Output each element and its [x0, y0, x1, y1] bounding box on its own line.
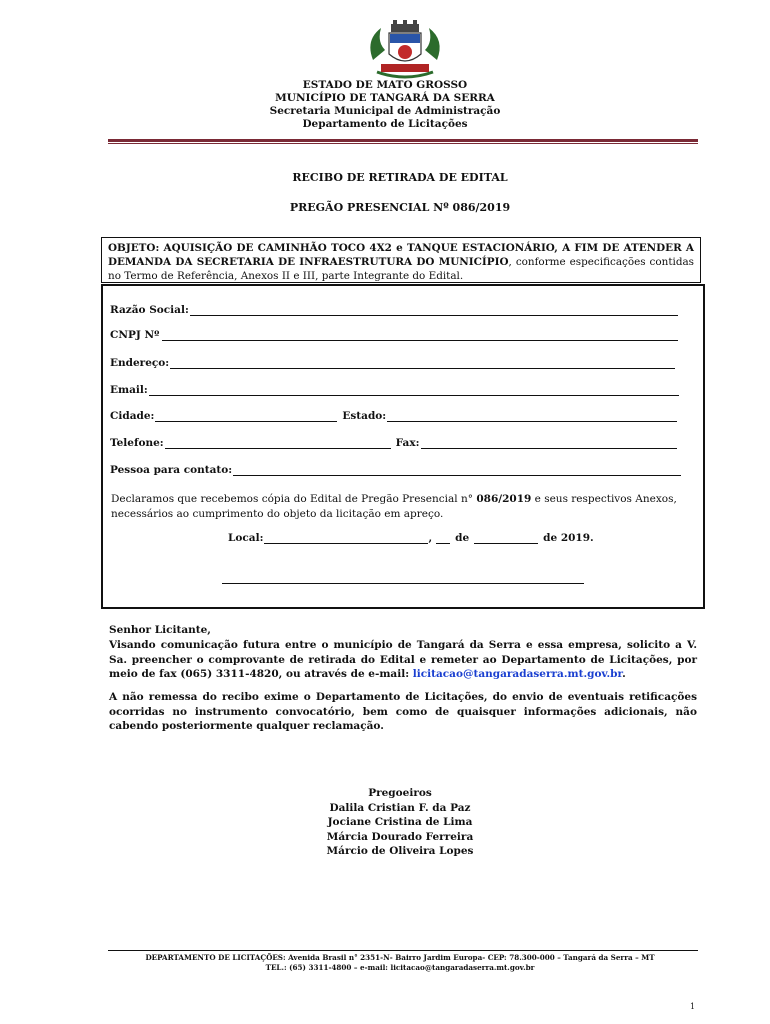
cidade-label: Cidade:	[110, 410, 155, 422]
page-number: 1	[690, 1002, 696, 1011]
razao-social-line[interactable]	[190, 305, 678, 316]
local-date-field[interactable]	[228, 532, 594, 544]
cnpj-label: CNPJ Nº	[110, 329, 160, 341]
endereco-field[interactable]	[110, 357, 675, 369]
email-line[interactable]	[149, 385, 679, 396]
email-label: Email:	[110, 384, 148, 396]
notice-paragraph-1-text: Visando comunicação futura entre o município de Tangará da Serra e essa empresa, solicito a V. Sa. preencher o comprovante de retirada do Edital e remeter ao Departamento de Licitações, por meio de fax (065) 3311-4820, ou através de e-mail:	[109, 639, 697, 680]
endereco-label: Endereço:	[110, 357, 170, 369]
header-department: Departamento de Licitações	[302, 118, 468, 130]
estado-line[interactable]	[387, 411, 677, 422]
declaration-part-1: Declaramos que recebemos cópia do Edital de Pregão Presencial n°	[111, 493, 477, 505]
telefone-field[interactable]	[110, 437, 677, 449]
header-secretariat: Secretaria Municipal de Administração	[269, 105, 501, 117]
estado-label: Estado:	[342, 410, 387, 422]
declaration-part-2: e seus respectivos Anexos, necessários ao cumprimento do objeto da licitação em apreço.	[111, 493, 677, 520]
local-comma: ,	[428, 532, 433, 544]
cidade-line[interactable]	[155, 411, 337, 422]
signature-line[interactable]	[222, 583, 584, 584]
document-header	[0, 79, 770, 131]
objeto-box	[101, 237, 701, 283]
signers-block	[0, 786, 770, 859]
fax-label: Fax:	[395, 437, 420, 449]
fax-line[interactable]	[421, 438, 677, 449]
footer-contact: TEL.: (65) 3311-4800 – e-mail: licitacao@tangaradaserra.mt.gov.br	[265, 963, 535, 972]
contact-email-link[interactable]: licitacao@tangaradaserra.mt.gov.br	[412, 668, 623, 680]
pessoa-contato-field[interactable]	[110, 464, 681, 476]
header-rule-thin	[108, 143, 698, 144]
month-line[interactable]	[474, 533, 538, 544]
header-municipality: MUNICÍPIO DE TANGARÁ DA SERRA	[275, 92, 495, 104]
declaration-text	[111, 492, 691, 522]
notice-greeting: Senhor Licitante,	[109, 624, 211, 636]
objeto-normal: , conforme especificações contidas no Termo de Referência, Anexos II e III, parte Integrante do Edital.	[108, 256, 695, 282]
signers-heading: Pregoeiros	[368, 787, 432, 799]
email-field[interactable]	[110, 384, 679, 396]
pessoa-contato-line[interactable]	[233, 465, 681, 476]
header-state: ESTADO DE MATO GROSSO	[302, 79, 468, 91]
razao-social-field[interactable]	[110, 304, 678, 316]
signer-name: Jociane Cristina de Lima	[327, 816, 473, 828]
municipal-crest-logo	[363, 20, 447, 80]
footer-rule	[108, 950, 698, 951]
page-footer	[0, 953, 770, 973]
local-line[interactable]	[264, 533, 428, 544]
notice-paragraph-1	[109, 638, 697, 682]
signer-name: Dalila Cristian F. da Paz	[329, 801, 471, 814]
signer-name: Márcio de Oliveira Lopes	[326, 845, 474, 857]
telefone-line[interactable]	[165, 438, 391, 449]
signer-name: Márcia Dourado Ferreira	[326, 830, 474, 843]
cidade-field[interactable]	[110, 410, 677, 422]
declaration-number: 086/2019	[476, 493, 532, 505]
receipt-form	[101, 284, 705, 609]
de-label: de	[455, 532, 470, 544]
day-line[interactable]	[436, 533, 450, 544]
endereco-line[interactable]	[170, 358, 675, 369]
notice-paragraph-2: A não remessa do recibo exime o Departamento de Licitações, do envio de eventuais retificações ocorridas no instrumento convocatório, bem como de quaisquer informações adicionais, não cabendo posteriormente qualquer reclamação.	[109, 691, 697, 732]
cnpj-line[interactable]	[162, 330, 678, 341]
telefone-label: Telefone:	[110, 437, 164, 449]
pessoa-contato-label: Pessoa para contato:	[110, 464, 233, 476]
header-rule	[108, 139, 698, 142]
footer-address: DEPARTAMENTO DE LICITAÇÕES: Avenida Brasil n° 2351-N- Bairro Jardim Europa- CEP: 78.300-000 – Tangará da Serra – MT	[145, 953, 655, 962]
local-label: Local:	[228, 532, 264, 544]
razao-social-label: Razão Social:	[110, 304, 189, 316]
notice-paragraph-1-end: .	[622, 668, 626, 680]
objeto-bold: OBJETO: AQUISIÇÃO DE CAMINHÃO TOCO 4X2 e TANQUE ESTACIONÁRIO, A FIM DE ATENDER A DEMANDA DA SECRETARIA DE INFRAESTRUTURA DO MUNICÍPIO	[108, 242, 694, 268]
document-subtitle: PREGÃO PRESENCIAL Nº 086/2019	[289, 201, 511, 214]
cnpj-field[interactable]	[110, 329, 678, 341]
document-title: RECIBO DE RETIRADA DE EDITAL	[292, 171, 508, 184]
year-label: de 2019.	[543, 532, 594, 544]
